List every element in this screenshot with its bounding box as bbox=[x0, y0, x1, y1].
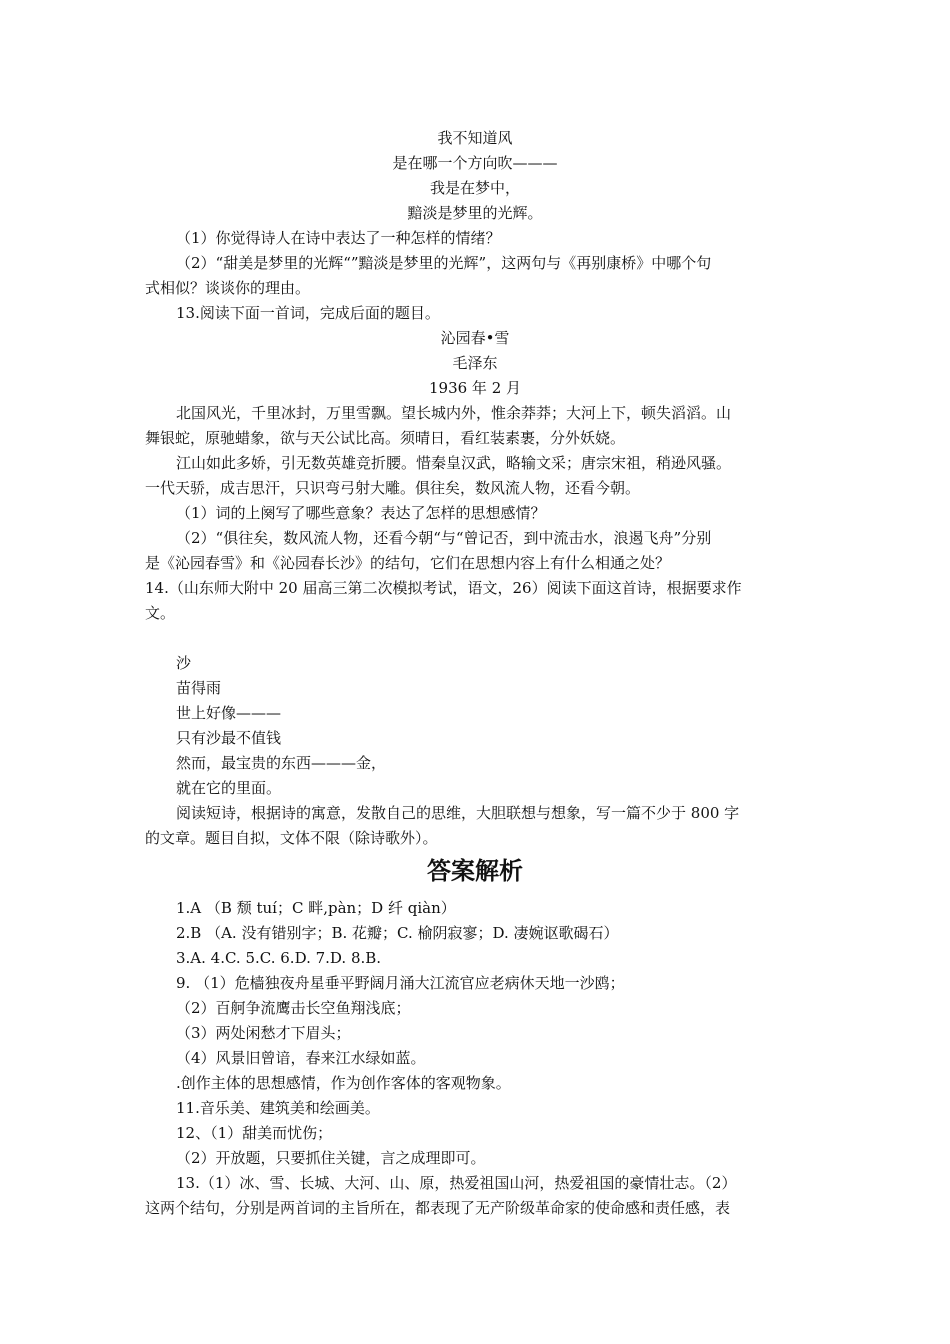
question-14-head: 14.（山东师大附中 20 届高三第二次模拟考试，语文，26）阅读下面这首诗，根据要求作 bbox=[145, 579, 742, 597]
poem-text-line: 江山如此多娇，引无数英雄竞折腰。惜秦皇汉武，略输文采；唐宗宋祖，稍逊风骚。 bbox=[176, 454, 732, 472]
short-poem-line: 就在它的里面。 bbox=[176, 779, 282, 797]
short-poem-line: 只有沙最不值钱 bbox=[176, 729, 282, 747]
answer-line: 3.A. 4.C. 5.C. 6.D. 7.D. 8.B. bbox=[176, 949, 382, 967]
poem-author: 毛泽东 bbox=[452, 354, 498, 372]
poem-text-line: 舞银蛇，原驰蜡象，欲与天公试比高。须晴日，看红装素裹，分外妖娆。 bbox=[145, 429, 626, 447]
answer-line: .创作主体的思想感情，作为创作客体的客观物象。 bbox=[176, 1074, 511, 1092]
writing-task-cont: 的文章。题目自拟，文体不限（除诗歌外）。 bbox=[145, 829, 438, 847]
answer-line: 12、（1）甜美而忧伤； bbox=[176, 1124, 333, 1142]
poem-title: 沁园春•雪 bbox=[440, 329, 510, 347]
answer-line: （4）风景旧曾谙，春来江水绿如蓝。 bbox=[176, 1049, 426, 1067]
poem-line: 是在哪一个方向吹——— bbox=[392, 154, 558, 172]
question-13-1: （1）词的上阕写了哪些意象？表达了怎样的思想感情？ bbox=[176, 504, 546, 522]
answer-line: （3）两处闲愁才下眉头； bbox=[176, 1024, 351, 1042]
short-poem-line: 沙 bbox=[176, 654, 192, 672]
poem-text-line: 一代天骄，成吉思汗，只识弯弓射大雕。俱往矣，数风流人物，还看今朝。 bbox=[145, 479, 641, 497]
poem-text-line: 北国风光，千里冰封，万里雪飘。望长城内外，惟余莽莽；大河上下，顿失滔滔。山 bbox=[176, 404, 732, 422]
answer-line: 9. （1）危樯独夜舟星垂平野阔月涌大江流官应老病休天地一沙鸥； bbox=[176, 974, 625, 992]
question-12-2-cont: 式相似？谈谈你的理由。 bbox=[145, 279, 311, 297]
question-13-2-cont: 是《沁园春雪》和《沁园春长沙》的结句，它们在思想内容上有什么相通之处？ bbox=[145, 554, 671, 572]
answer-line: （2）百舸争流鹰击长空鱼翔浅底； bbox=[176, 999, 411, 1017]
poem-date: 1936 年 2 月 bbox=[428, 379, 522, 397]
answer-line: 1.A （B 颓 tuí；C 畔,pàn；D 纤 qiàn） bbox=[176, 899, 456, 917]
question-13-2: （2）“俱往矣，数风流人物，还看今朝“与“曾记否，到中流击水，浪遏飞舟”分别 bbox=[176, 529, 712, 547]
poem-line: 黯淡是梦里的光辉。 bbox=[407, 204, 543, 222]
poem-line: 我不知道风 bbox=[437, 129, 513, 147]
question-12-2: （2）“甜美是梦里的光辉“”黯淡是梦里的光辉”，这两句与《再别康桥》中哪个句 bbox=[176, 254, 712, 272]
answer-line: （2）开放题，只要抓住关键，言之成理即可。 bbox=[176, 1149, 486, 1167]
short-poem-line: 然而，最宝贵的东西———金， bbox=[176, 754, 387, 772]
poem-line: 我是在梦中， bbox=[429, 179, 520, 197]
question-12-1: （1）你觉得诗人在诗中表达了一种怎样的情绪？ bbox=[176, 229, 501, 247]
answer-line: 11.音乐美、建筑美和绘画美。 bbox=[176, 1099, 380, 1117]
answers-heading: 答案解析 bbox=[427, 857, 523, 885]
question-14-head-cont: 文。 bbox=[145, 604, 176, 622]
writing-task: 阅读短诗，根据诗的寓意，发散自己的思维，大胆联想与想象，写一篇不少于 800 字 bbox=[176, 804, 740, 822]
question-13-intro: 13.阅读下面一首词，完成后面的题目。 bbox=[176, 304, 440, 322]
short-poem-line: 世上好像——— bbox=[176, 704, 282, 722]
answer-line: 2.B （A. 没有错别字；B. 花瓣；C. 榆阴寂寥；D. 凄婉讴歌碣石） bbox=[176, 924, 619, 942]
short-poem-line: 苗得雨 bbox=[176, 679, 222, 697]
answer-line: 这两个结句，分别是两首词的主旨所在，都表现了无产阶级革命家的使命感和责任感，表 bbox=[145, 1199, 731, 1217]
answer-line: 13.（1）冰、雪、长城、大河、山、原，热爱祖国山河，热爱祖国的豪情壮志。（2） bbox=[176, 1174, 737, 1192]
